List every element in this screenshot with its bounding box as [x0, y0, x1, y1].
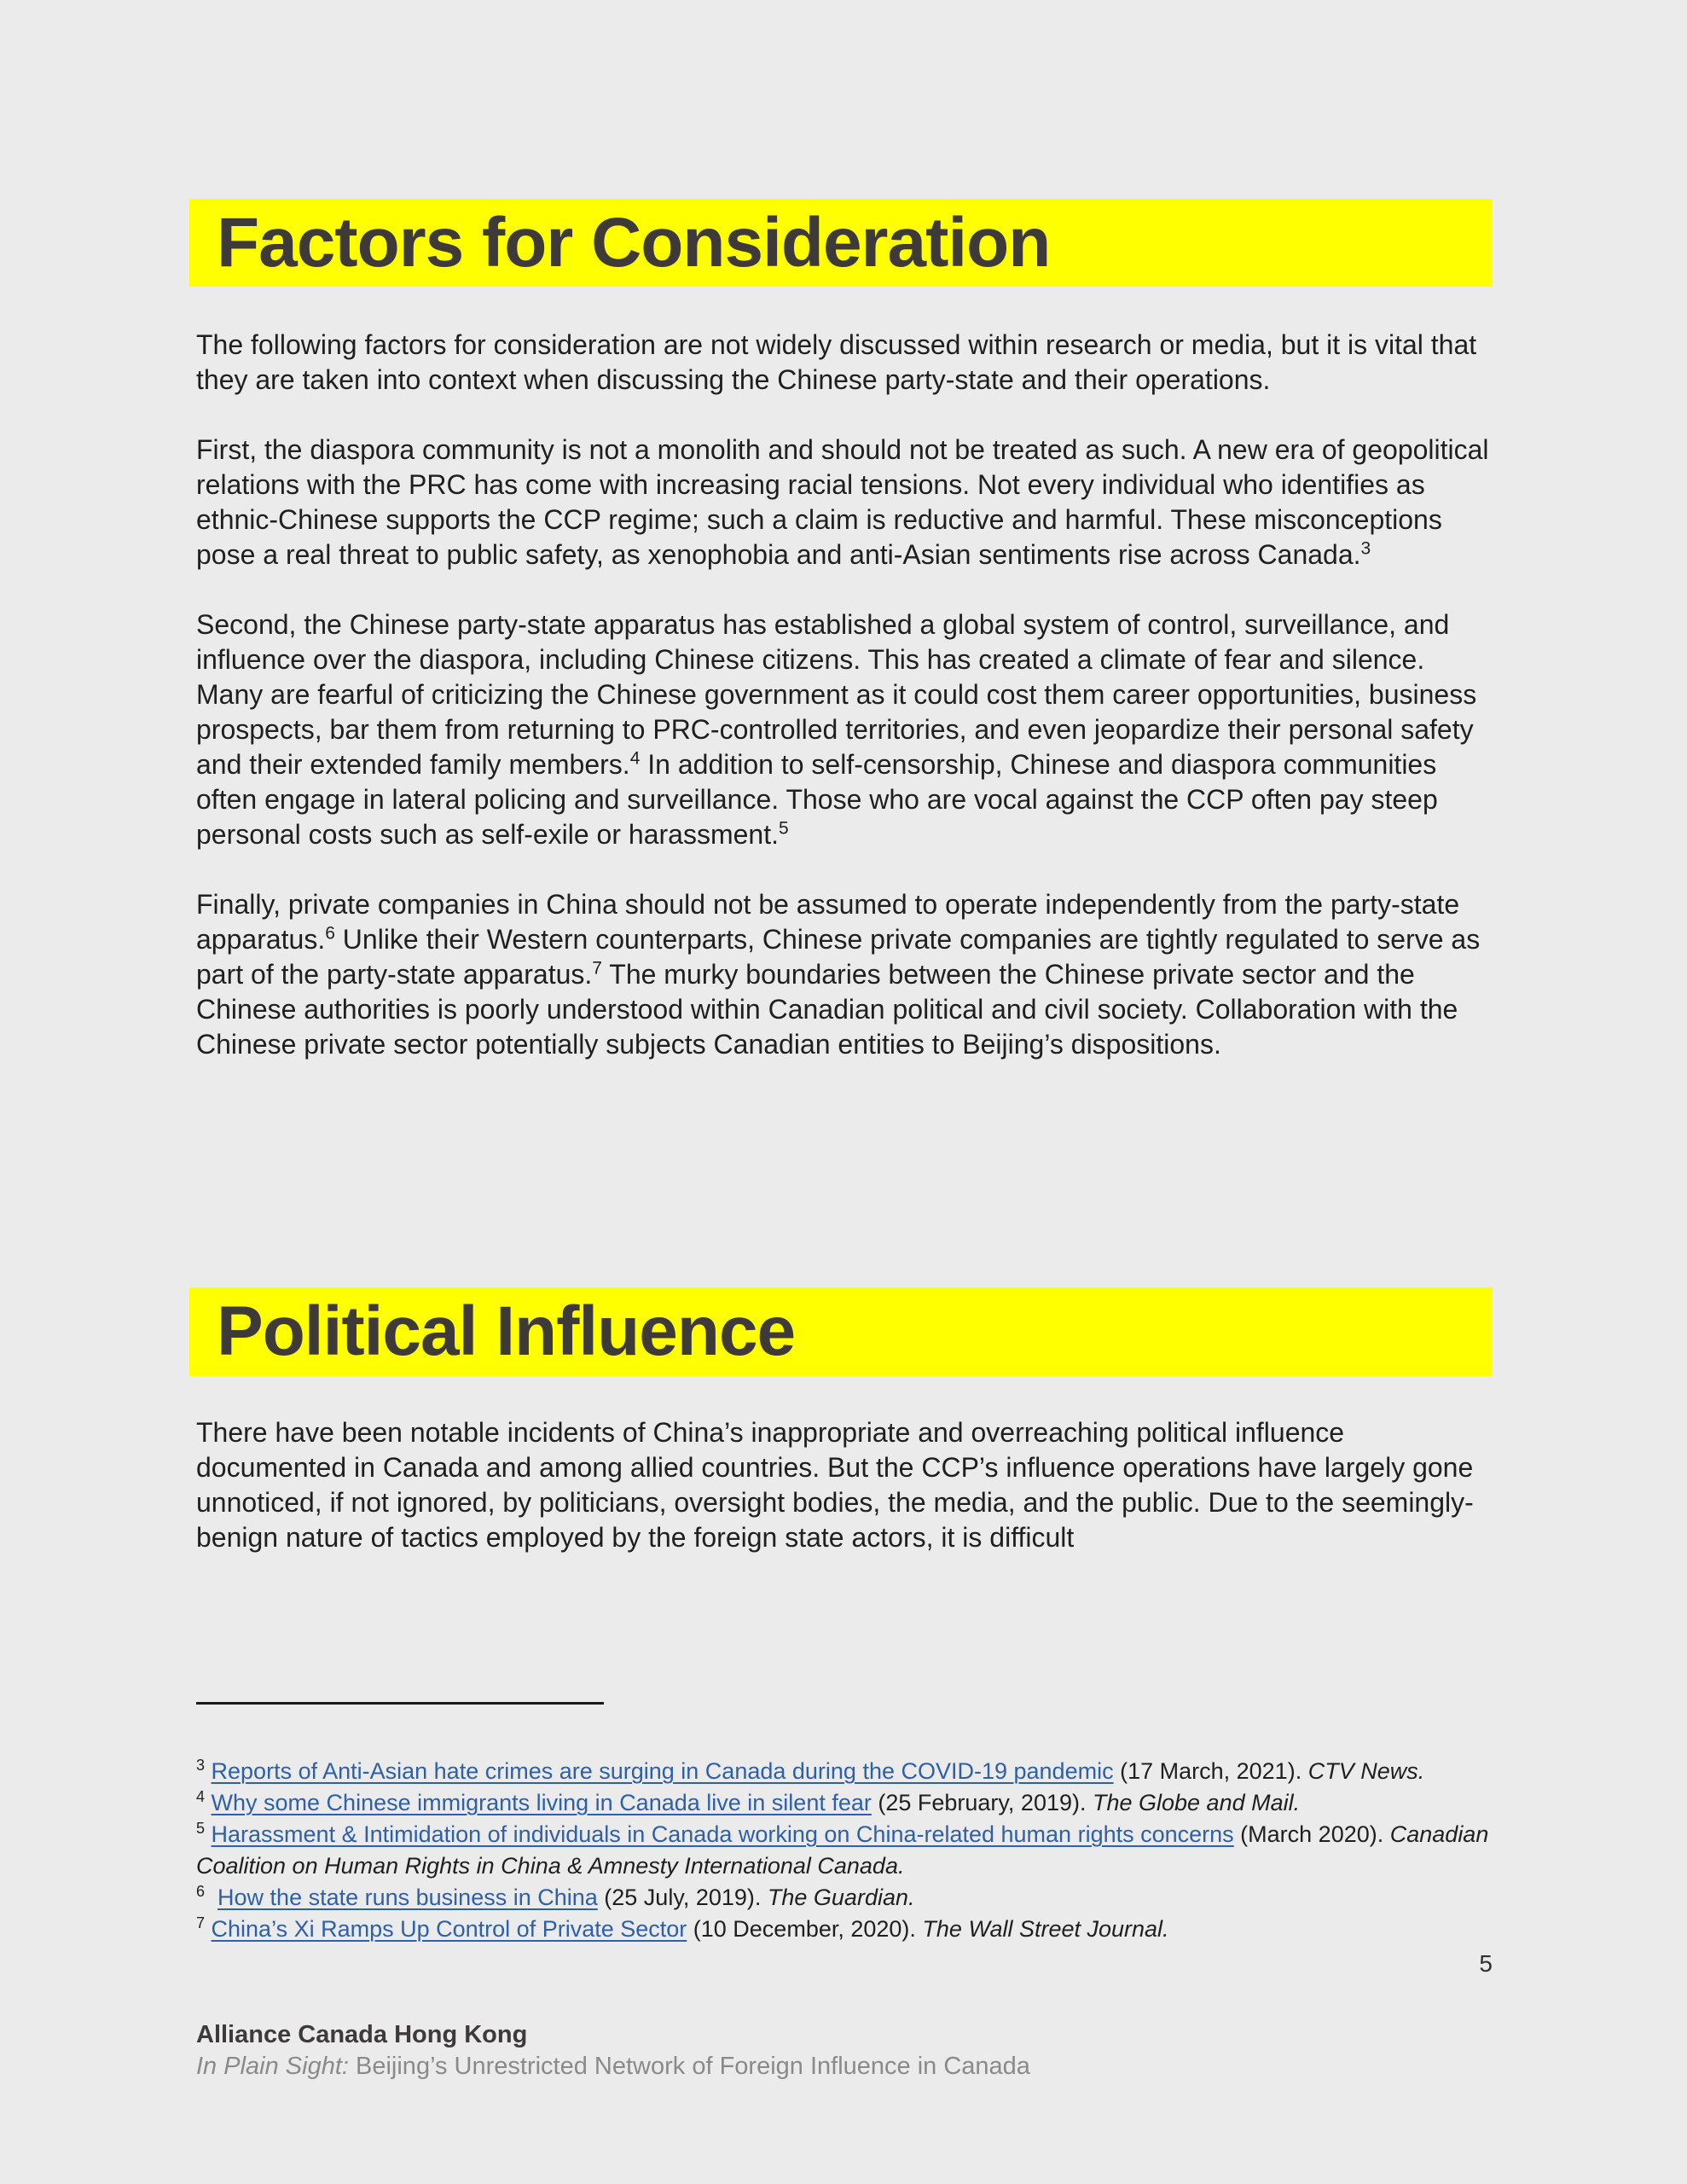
footnote-reference[interactable]: 7 — [592, 958, 602, 979]
footnote: $^4$ Why some Chinese immigrants living in Canada live in silent fear (25 February, 2019). The Globe and Mail. — [196, 1788, 1301, 1815]
footnote-source: The Globe and Mail. — [1092, 1790, 1301, 1815]
section-heading-highlight — [189, 1287, 1493, 1376]
footer-organization: Alliance Canada Hong Kong — [196, 2021, 528, 2048]
footnote-link[interactable]: Why some Chinese immigrants living in Canada live in silent fear — [211, 1790, 872, 1815]
footnote: $^3$ Reports of Anti-Asian hate crimes are surging in Canada during the COVID-19 pandemic (17 March, 2021). CTV News. — [196, 1757, 1425, 1784]
paragraph: Second, the Chinese party-state apparatus has established a global system of control, surveillance, and influence over the diaspora, including Chinese citizens. This has created a climate of fear and silence. Many are fearful of criticizing the Chinese government as it could cost them career opportunities, business prospects, bar them from returning to PRC-controlled territories, and even jeopardize their personal safety and their extended family members.$^4$ In addition to self-censorship, Chinese and diaspora communities often engage in lateral policing and surveillance. Those who are vocal against the CCP often pay steep personal costs such as self-exile or harassment.$^5$ — [196, 609, 1477, 850]
footnote-reference[interactable]: 3 — [1360, 538, 1371, 559]
footnote: $^6$ How the state runs business in China (25 July, 2019). The Guardian. — [196, 1883, 915, 1910]
footnotes-list — [196, 1756, 1499, 1945]
footer-title-rest: Beijing’s Unrestricted Network of Foreign Influence in Canada — [348, 2053, 1030, 2080]
footnote-source: CTV News. — [1307, 1758, 1425, 1784]
section-heading-political-influence: Political Influence — [217, 1292, 796, 1370]
footnote-marker: 4 — [196, 1788, 206, 1805]
paragraph: The following factors for consideration are not widely discussed within research or media, but it is vital that they are taken into context when discussing the Chinese party-state and their operations. — [196, 329, 1477, 395]
footnote: $^7$ China’s Xi Ramps Up Control of Private Sector (10 December, 2020). The Wall Street Journal. — [196, 1914, 1169, 1942]
footnote-link[interactable]: Reports of Anti-Asian hate crimes are surging in Canada during the COVID-19 pandemic — [211, 1758, 1114, 1784]
footnote-link[interactable]: China’s Xi Ramps Up Control of Private Sector — [211, 1916, 687, 1942]
factors-section-body — [196, 328, 1493, 1097]
footer-title-italic: In Plain Sight: — [196, 2053, 349, 2080]
footnote: $^5$ Harassment & Intimidation of individuals in Canada working on China-related human rights concerns (March 2020). Canadian Coalition on Human Rights in China & Amnesty International Canada. — [196, 1820, 1489, 1879]
paragraph: First, the diaspora community is not a monolith and should not be treated as such. A new era of geopolitical relations with the PRC has come with increasing racial tensions. Not every individual who identifies as ethnic-Chinese supports the CCP regime; such a claim is reductive and harmful. These misconceptions pose a real threat to public safety, as xenophobia and anti-Asian sentiments rise across Canada.$^3$ — [196, 434, 1489, 570]
footnote-reference[interactable]: 5 — [778, 818, 789, 839]
footnote-source: The Wall Street Journal. — [922, 1916, 1169, 1942]
section-heading-highlight — [189, 199, 1493, 287]
footnote-marker: 7 — [196, 1914, 206, 1931]
footnote-marker: 3 — [196, 1757, 206, 1774]
footnote-source: The Guardian. — [767, 1885, 915, 1910]
paragraph: Finally, private companies in China should not be assumed to operate independently from the party-state apparatus.$^6$ Unlike their Western counterparts, Chinese private companies are tightly regulated to serve as part of the party-state apparatus.$^7$ The murky boundaries between the Chinese private sector and the Chinese authorities is poorly understood within Canadian political and civil society. Collaboration with the Chinese private sector potentially subjects Canadian entities to Beijing’s dispositions. — [196, 889, 1481, 1060]
footnote-marker: 5 — [196, 1820, 206, 1837]
paragraph: There have been notable incidents of China’s inappropriate and overreaching political influence documented in Canada and among allied countries. But the CCP’s influence operations have largely gone unnoticed, if not ignored, by politicians, oversight bodies, the media, and the public. Due to the seemingly-benign nature of tactics employed by the foreign state actors, it is difficult — [196, 1417, 1474, 1553]
footnote-link[interactable]: Harassment & Intimidation of individuals in Canada working on China-related human rights concerns — [211, 1821, 1234, 1847]
footnote-link[interactable]: How the state runs business in China — [217, 1885, 598, 1910]
footnote-marker: 6 — [196, 1883, 206, 1900]
footnote-reference[interactable]: 6 — [325, 923, 335, 944]
section-heading-factors: Factors for Consideration — [217, 203, 1051, 282]
page-footer — [196, 2019, 1578, 2082]
footnote-source: Canadian Coalition on Human Rights in China & Amnesty International Canada. — [196, 1821, 1489, 1879]
footnote-separator-rule — [196, 1702, 604, 1705]
footnote-reference[interactable]: 4 — [629, 748, 641, 769]
page-number: 5 — [1479, 1950, 1493, 1977]
political-influence-section-body — [196, 1415, 1493, 1590]
footer-document-title — [196, 2051, 1578, 2082]
